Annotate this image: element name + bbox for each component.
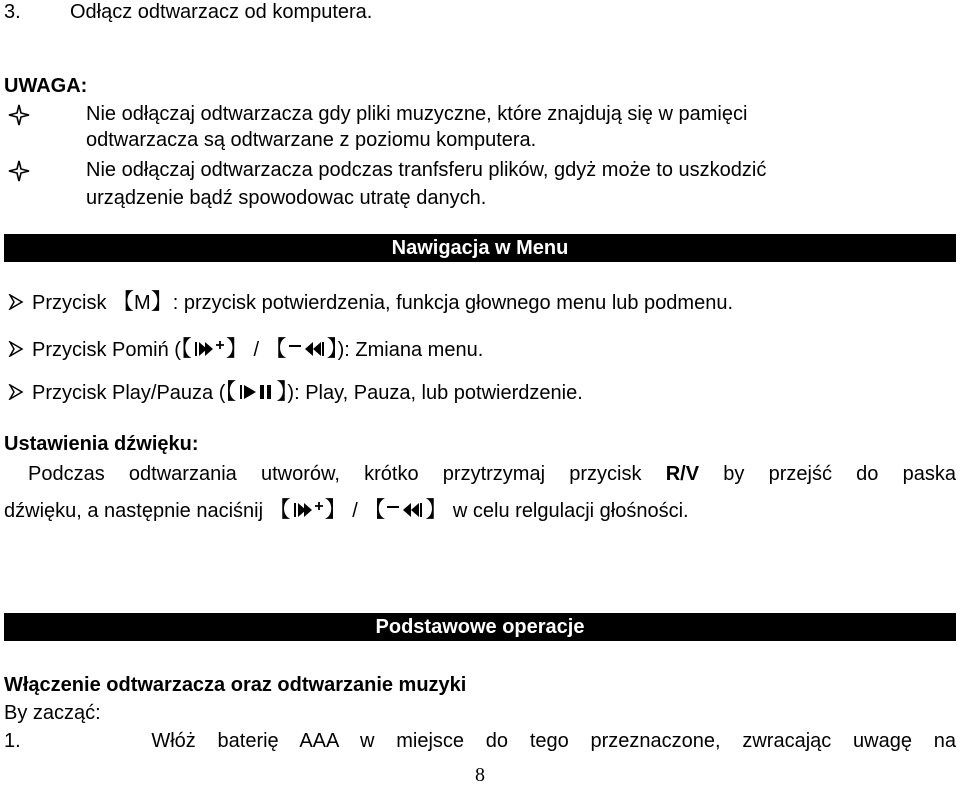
page-number: 8 bbox=[475, 764, 485, 786]
nav-item-play-text bbox=[32, 380, 583, 405]
play-pause-icon bbox=[236, 382, 276, 402]
arrow-bullet-icon bbox=[8, 341, 24, 357]
next-track-icon bbox=[192, 339, 226, 359]
section-banner-navigation: Nawigacja w Menu bbox=[4, 234, 956, 262]
warning-item-2-line2: urządzenie bądź spowodowac utratę danych. bbox=[86, 187, 487, 209]
diamond-bullet-icon bbox=[8, 160, 30, 182]
prev-track-icon bbox=[287, 339, 327, 359]
m-key: M bbox=[134, 292, 151, 314]
nav-item-m-text bbox=[32, 290, 733, 315]
bracket-open: 【 bbox=[268, 497, 291, 522]
step-text: Odłącz odtwarzacz od komputera. bbox=[70, 1, 373, 23]
bracket-open: 【 bbox=[180, 336, 192, 361]
rv-key: R/V bbox=[665, 463, 700, 485]
skip-prefix: Przycisk Pomiń ( bbox=[32, 339, 181, 361]
sound-text-a: Podczas odtwarzania utworów, krótko przytrzymaj przycisk bbox=[28, 463, 666, 485]
bracket-open: 【 bbox=[264, 336, 287, 361]
basic-step-1 bbox=[4, 729, 956, 753]
bracket-close: 】 bbox=[324, 497, 347, 522]
step-1-number: 1. bbox=[4, 730, 21, 752]
bracket-close: 】 bbox=[276, 379, 288, 404]
sound-paragraph-line2 bbox=[4, 498, 956, 523]
bracket-close: 】 bbox=[150, 289, 173, 314]
diamond-bullet-icon bbox=[8, 104, 30, 126]
step-1-text: Włóż baterię AAA w miejsce do tego przeznaczone, zwracając uwagę na bbox=[151, 730, 956, 752]
m-suffix: : przycisk potwierdzenia, funkcja głownego menu lub podmenu. bbox=[172, 292, 734, 314]
warning-item-1-line2: odtwarzacza są odtwarzane z poziomu komputera. bbox=[86, 129, 537, 151]
warning-item-2-line1: Nie odłączaj odtwarzacza podczas tranfsferu plików, gdyż może to uszkodzić bbox=[86, 159, 767, 181]
bracket-close: 】 bbox=[225, 336, 248, 361]
bracket-close: 】 bbox=[326, 336, 338, 361]
warning-title: UWAGA: bbox=[4, 75, 88, 97]
basic-subtitle: Włączenie odtwarzacza oraz odtwarzanie muzyki bbox=[4, 674, 467, 696]
basic-start: By zacząć: bbox=[4, 702, 101, 724]
arrow-bullet-icon bbox=[8, 384, 24, 400]
sound-paragraph-line1 bbox=[4, 462, 956, 486]
next-track-icon bbox=[291, 500, 325, 520]
sound-text-c: by przejść do paska bbox=[699, 463, 956, 485]
play-suffix: ): Play, Pauza, lub potwierdzenie. bbox=[287, 382, 583, 404]
sound-text-line2a: dźwięku, a następnie naciśnij bbox=[4, 500, 264, 522]
bracket-open: 【 bbox=[112, 289, 135, 314]
bracket-open: 【 bbox=[363, 497, 386, 522]
sound-text-line2b: w celu relgulacji głośności. bbox=[452, 500, 689, 522]
m-prefix: Przycisk bbox=[32, 292, 112, 314]
skip-slash: / bbox=[247, 339, 265, 361]
step-number: 3. bbox=[4, 1, 21, 23]
bracket-close: 】 bbox=[425, 497, 448, 522]
sound-title: Ustawienia dźwięku: bbox=[4, 433, 199, 455]
section-banner-basic: Podstawowe operacje bbox=[4, 613, 956, 641]
prev-track-icon bbox=[385, 500, 425, 520]
play-prefix: Przycisk Play/Pauza ( bbox=[32, 382, 226, 404]
skip-suffix: ): Zmiana menu. bbox=[337, 339, 484, 361]
sound-slash: / bbox=[346, 500, 364, 522]
warning-item-1-line1: Nie odłączaj odtwarzacza gdy pliki muzyczne, które znajdują się w pamięci bbox=[86, 103, 748, 125]
arrow-bullet-icon bbox=[8, 294, 24, 310]
nav-item-skip-text bbox=[32, 337, 483, 362]
bracket-open: 【 bbox=[225, 379, 237, 404]
